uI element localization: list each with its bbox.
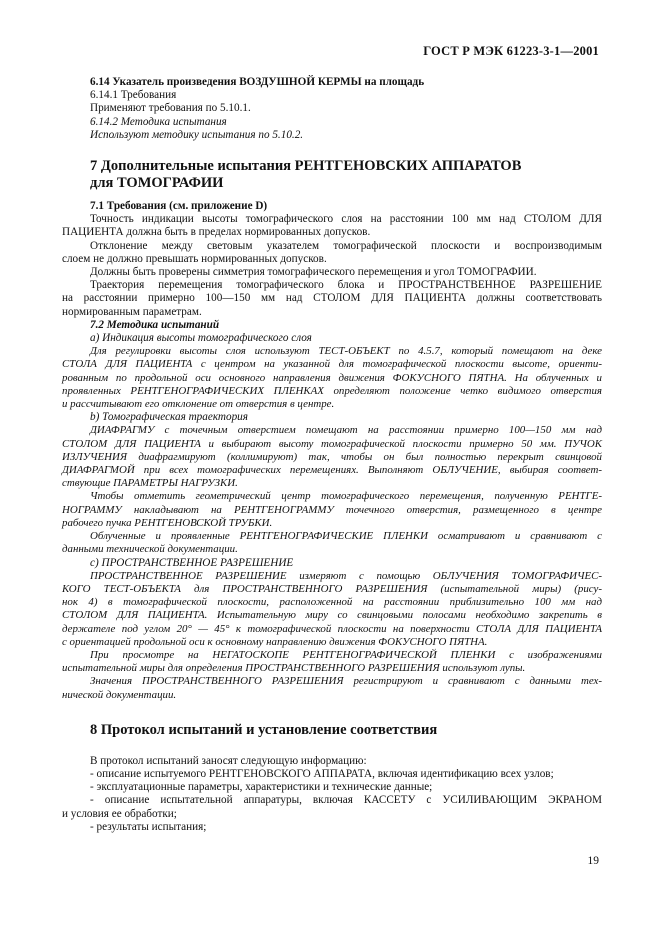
list-item: и условия ее обработки; [62, 807, 177, 820]
paragraph-line: данными технической документации. [62, 543, 238, 556]
section-7-2-title: 7.2 Методика испытаний [90, 318, 220, 331]
method-text: Используют методику испытания по 5.10.2. [90, 128, 304, 141]
item-a-title: а) Индикация высоты томографического слоя [90, 332, 312, 345]
paragraph-line: нической документации. [62, 688, 177, 701]
subsection-6-14-1: 6.14.1 Требования [90, 89, 177, 102]
paragraph-line: ДИАФРАГМУ с точечным отверстием помещают на расстоянии примерно 100—150 мм над [90, 424, 602, 437]
section-8-title: 8 Протокол испытаний и установление соответствия [90, 721, 438, 738]
paragraph-line: КОГО ТЕСТ-ОБЪЕКТА для ПРОСТРАНСТВЕННОГО РАЗРЕШЕНИЯ (испытательной миры) (рису- [62, 582, 602, 595]
paragraph-line: рабочего пучка РЕНТГЕНОВСКОЙ ТРУБКИ. [62, 516, 273, 529]
page-number: 19 [587, 855, 599, 867]
paragraph-line: нормированным параметрам. [62, 305, 202, 318]
paragraph-line: ДИАФРАГМОЙ при всех томографических перемещениях. Выполняют ОБЛУЧЕНИЕ, выбирая соответ- [62, 464, 602, 477]
section-7-title-line-1: 7 Дополнительные испытания РЕНТГЕНОВСКИХ АППАРАТОВ [90, 158, 522, 175]
paragraph-line: на расстоянии примерно 100—150 мм над СТОЛОМ ДЛЯ ПАЦИЕНТА должны соответствовать [62, 292, 602, 305]
paragraph-line: Для регулировки высоты слоя используют ТЕСТ-ОБЪЕКТ по 4.5.7, который помещают на деке [90, 345, 602, 358]
paragraph-line: При просмотре на НЕГАТОСКОПЕ РЕНТГЕНОГРАФИЧЕСКОЙ ПЛЕНКИ с изображениями [90, 648, 602, 661]
section-6-14-title: 6.14 Указатель произведения ВОЗДУШНОЙ КЕРМЫ на площадь [90, 76, 425, 88]
paragraph-line: Облученные и проявленные РЕНТГЕНОГРАФИЧЕСКИЕ ПЛЕНКИ осматривают и сравнивают с [90, 530, 602, 543]
section-7-title-line-2: для ТОМОГРАФИИ [90, 175, 224, 192]
list-item: - результаты испытания; [90, 820, 207, 833]
list-item: - эксплуатационные параметры, характеристики и технические данные; [90, 781, 433, 794]
paragraph-line: Отклонение между световым указателем томографической плоскости и воспроизводимым [90, 239, 602, 252]
paragraph-line: ПРОСТРАНСТВЕННОЕ РАЗРЕШЕНИЕ измеряют с помощью ОБЛУЧЕНИЯ ТОМОГРАФИЧЕС- [90, 569, 602, 582]
paragraph-line: ПАЦИЕНТА должна быть в пределах нормированных допусков. [62, 226, 371, 239]
list-item: - описание испытательной аппаратуры, включая КАССЕТУ с УСИЛИВАЮЩИМ ЭКРАНОМ [90, 794, 602, 807]
paragraph-line: и рассчитывают его отклонение от отверстия в центре. [62, 398, 335, 411]
item-b-title: b) Томографическая траектория [90, 411, 248, 424]
paragraph-line: слоем не должно превышать нормированных допусков. [62, 252, 327, 265]
paragraph-line: НОГРАММУ накладывают на РЕНТГЕНОГРАММУ точечного отверстия, размещенного в центре [62, 503, 602, 516]
paragraph-line: проявленных РЕНТГЕНОГРАФИЧЕСКИХ ПЛЕНКАХ определяют положение четко видимого отверстия [62, 384, 602, 397]
paragraph-line: СТОЛОМ ДЛЯ ПАЦИЕНТА. Испытательную миру со свинцовыми полосами необходимо закрепить в [62, 609, 602, 622]
paragraph-line: испытательной миры для определения ПРОСТРАНСТВЕННОГО РАЗРЕШЕНИЯ используют лупы. [62, 662, 526, 675]
paragraph-line: Значения ПРОСТРАНСТВЕННОГО РАЗРЕШЕНИЯ регистрируют и сравнивают с данными тех- [90, 675, 602, 688]
paragraph-line: нок 4) в томографической плоскости, расположенной на расстоянии приблизительно 100 мм над [62, 596, 602, 609]
paragraph-line: Траектория перемещения томографического блока и ПРОСТРАНСТВЕННОЕ РАЗРЕШЕНИЕ [90, 279, 602, 292]
item-c-title: с) ПРОСТРАНСТВЕННОЕ РАЗРЕШЕНИЕ [90, 556, 294, 569]
requirement-text: Применяют требования по 5.10.1. [90, 102, 251, 115]
section-7-heading [62, 158, 602, 192]
section-8-intro: В протокол испытаний заносят следующую информацию: [90, 754, 367, 767]
section-8-heading [62, 722, 602, 739]
paragraph-line: ИЗЛУЧЕНИЯ диафрагмируют (коллимируют) так, чтобы он был полностью перекрыт свинцовой [62, 450, 602, 463]
page-content [62, 76, 602, 834]
section-7-1-title: 7.1 Требования (см. приложение D) [90, 200, 268, 213]
paragraph-line: ствующие ПАРАМЕТРЫ НАГРУЗКИ. [62, 477, 238, 490]
paragraph-line: Точность индикации высоты томографического слоя на расстоянии 100 мм над СТОЛОМ ДЛЯ [90, 213, 602, 226]
paragraph-line: СТОЛА ДЛЯ ПАЦИЕНТА с центром на указанной для томографической плоскости высоте, ориенти- [62, 358, 602, 371]
paragraph-line: рованным по продольной оси основного направления движения ФОКУСНОГО ПЯТНА. На облученных и [62, 371, 602, 384]
paragraph-line: держателе под углом 20° — 45° к томографической плоскости на поверхности СТОЛА ДЛЯ ПАЦИЕНТА [62, 622, 602, 635]
subsection-6-14-2: 6.14.2 Методика испытания [90, 115, 227, 128]
list-item: - описание испытуемого РЕНТГЕНОВСКОГО АППАРАТА, включая идентификацию всех узлов; [90, 767, 554, 780]
paragraph-line: СТОЛОМ ДЛЯ ПАЦИЕНТА и выбирают высоту томографической плоскости примерно 50 мм. ПУЧОК [62, 437, 602, 450]
standard-header: ГОСТ Р МЭК 61223-3-1—2001 [423, 44, 599, 58]
paragraph-line: Чтобы отметить геометрический центр томографического перемещения, полученную РЕНТГЕ- [90, 490, 602, 503]
paragraph-line: Должны быть проверены симметрия томографического перемещения и угол ТОМОГРАФИИ. [90, 266, 537, 279]
paragraph-line: с ориентацией продольной оси к основному направлению движения ФОКУСНОГО ПЯТНА. [62, 635, 488, 648]
